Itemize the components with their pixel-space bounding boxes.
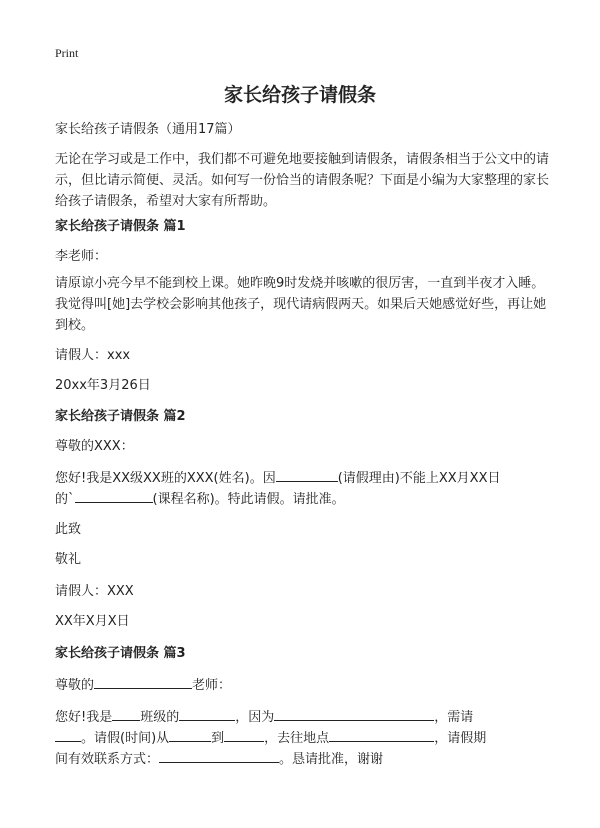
- section-1-greeting: 李老师：: [55, 249, 108, 264]
- section-3-heading: 家长给孩子请假条 篇3: [55, 646, 186, 661]
- s3-l1-b: 班级的: [140, 710, 180, 725]
- section-2-greeting: 尊敬的XXX：: [55, 439, 134, 454]
- subtitle: 家长给孩子请假条（通用17篇）: [55, 122, 241, 137]
- section-3-body: [55, 707, 560, 770]
- section-2-heading: 家长给孩子请假条 篇2: [55, 409, 186, 424]
- section-3-greeting: [55, 675, 555, 696]
- s3-greeting-b: 老师：: [192, 678, 232, 693]
- s2-line2-text-b: (课程名称)。特此请假。请批准。: [152, 492, 345, 507]
- blank-leave-type: [55, 728, 81, 742]
- section-2-closing-2: 敬礼: [55, 552, 82, 567]
- s2-line2-text-a: 的`: [55, 492, 75, 507]
- s3-l1-a: 您好!我是: [55, 710, 113, 725]
- s3-l2-d: ，请假期: [434, 731, 487, 746]
- blank-teacher: [94, 675, 192, 689]
- s3-l3-b: 。恳请批准，谢谢: [279, 752, 384, 767]
- s2-line1-text-b: (请假理由)不能上XX月XX日: [337, 471, 501, 486]
- s2-line1-text-a: 您好!我是XX级XX班的XXX(姓名)。因: [55, 471, 276, 486]
- s3-l3-a: 间有效联系方式：: [55, 752, 160, 767]
- print-label[interactable]: Print: [55, 46, 79, 60]
- blank-reason-3: [274, 707, 434, 721]
- section-1-heading: 家长给孩子请假条 篇1: [55, 219, 186, 234]
- section-1-date: 20xx年3月26日: [55, 378, 151, 393]
- s3-l2-c: ，去往地点: [264, 731, 330, 746]
- section-2-closing-1: 此致: [55, 522, 82, 537]
- s3-greeting-a: 尊敬的: [55, 678, 95, 693]
- blank-reason: [276, 468, 338, 482]
- section-2-body: [55, 468, 555, 510]
- intro-paragraph: 无论在学习或是工作中，我们都不可避免地要接触到请假条，请假条相当于公文中的请示，但比请示简便、灵活。如何写一份恰当的请假条呢？下面是小编为大家整理的家长给孩子请假条，希望对大家有所帮助。: [55, 152, 550, 209]
- document-title: 家长给孩子请假条: [223, 84, 376, 106]
- blank-course: [75, 489, 153, 503]
- blank-grade: [112, 707, 140, 721]
- s3-l1-d: ，需请: [434, 710, 474, 725]
- s3-l2-a: 。请假(时间)从: [81, 731, 170, 746]
- section-1-body: 请原谅小亮今早不能到校上课。她昨晚9时发烧并咳嗽的很厉害，一直到半夜才入睡。我觉得叫[她]去学校会影响其他孩子，现代请病假两天。如果后天她感觉好些，再让她到校。: [55, 276, 547, 333]
- section-2-applicant: 请假人：XXX: [55, 584, 134, 599]
- blank-from: [169, 728, 211, 742]
- s3-l1-c: ，因为: [235, 710, 275, 725]
- blank-contact: [159, 749, 279, 763]
- blank-location: [329, 728, 434, 742]
- blank-class: [179, 707, 235, 721]
- blank-to: [224, 728, 264, 742]
- section-1-applicant: 请假人：xxx: [55, 348, 131, 363]
- s3-l2-b: 到: [211, 731, 225, 746]
- section-2-date: XX年X月X日: [55, 614, 130, 629]
